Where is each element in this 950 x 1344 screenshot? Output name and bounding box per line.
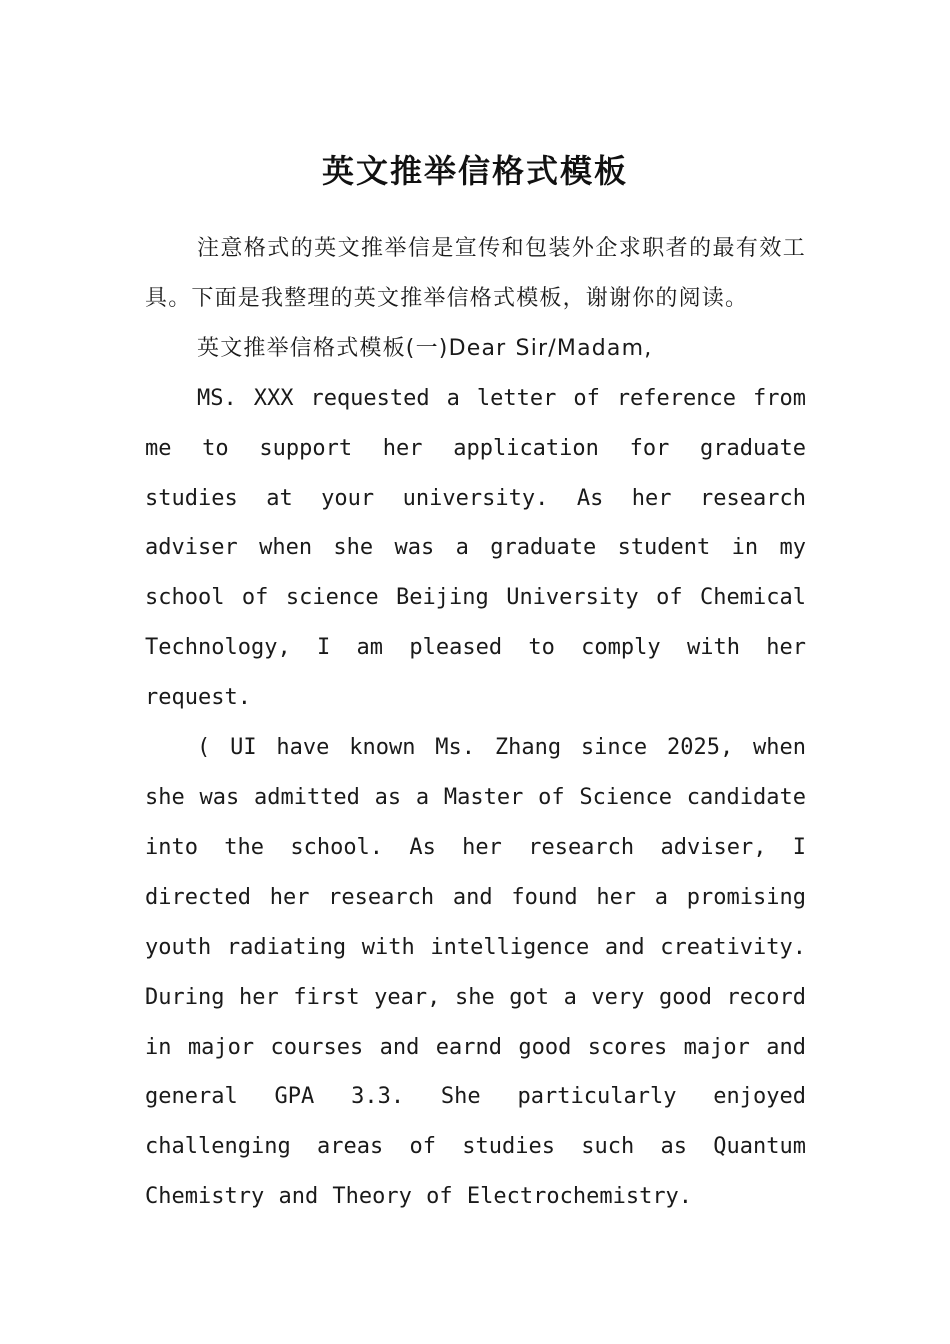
document-title: 英文推举信格式模板 [321, 152, 628, 191]
template-heading: 英文推举信格式模板(一)Dear Sir/Madam, [197, 335, 653, 361]
document-body [145, 224, 806, 1222]
intro-paragraph: 注意格式的英文推举信是宣传和包装外企求职者的最有效工具。下面是我整理的英文推举信格式模板，谢谢你的阅读。 [145, 236, 806, 311]
letter-paragraph-1: MS. XXX requested a letter of reference from me to support her application for graduate studies at your university. As her research adviser when she was a graduate student in my school of science Beijing University of Chemical Technology, I am pleased to comply with her request. [145, 385, 806, 711]
letter-paragraph-2: ( UI have known Ms. Zhang since 2025, when she was admitted as a Master of Science candidate into the school. As her research adviser, I directed her research and found her a promising youth radiating with intelligence and creativity. During her first year, she got a very good record in major courses and earnd good scores major and general GPA 3.3. She particularly enjoyed challenging areas of studies such as Quantum Chemistry and Theory of Electrochemistry. [145, 735, 806, 1210]
